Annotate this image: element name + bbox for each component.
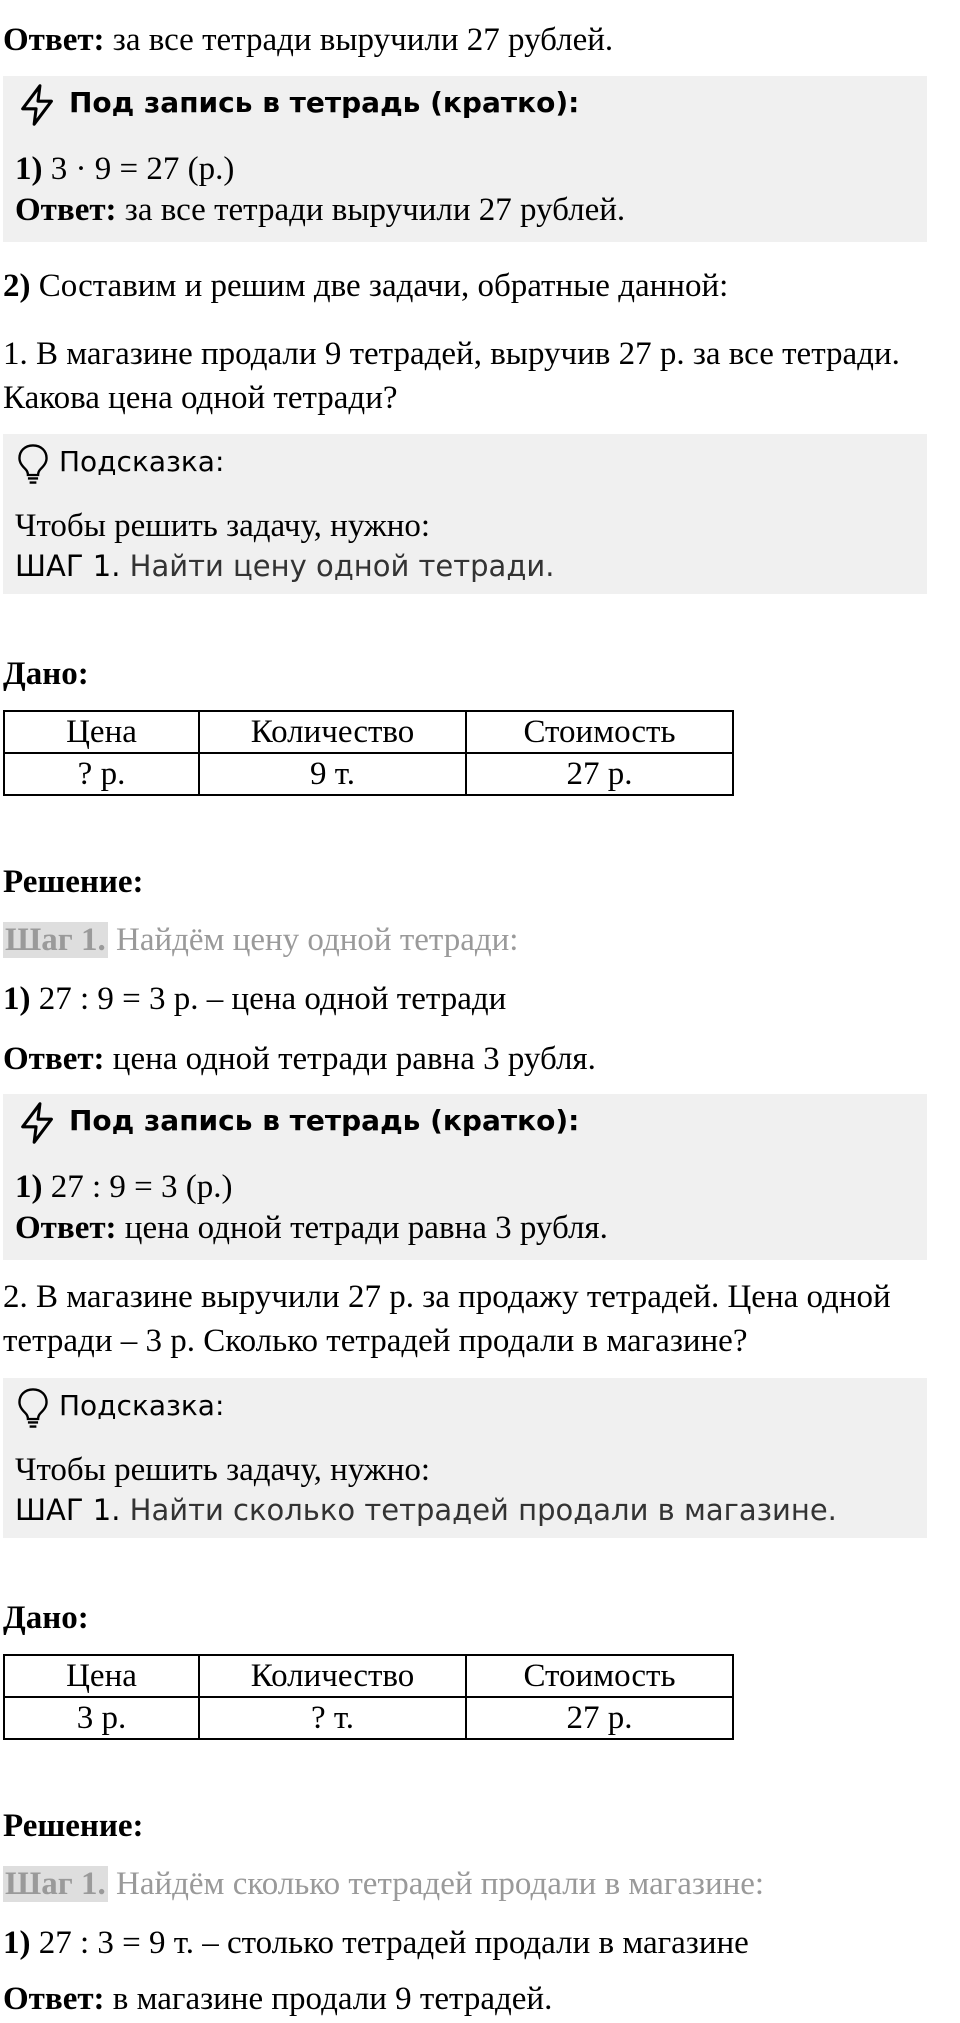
hint-box [3, 1378, 927, 1538]
calculation-number: 1) [3, 981, 31, 1017]
note-line-number: 1) [15, 1169, 43, 1205]
hint-step-label: ШАГ 1. [15, 1493, 121, 1527]
table-cell: ? т. [199, 1697, 466, 1739]
note-answer-label: Ответ: [15, 1210, 117, 1246]
table-header-cell: Цена [4, 711, 199, 753]
note-line-number: 1) [15, 151, 43, 187]
lightbulb-icon [15, 442, 51, 486]
hint-step-text: Найти цену одной тетради. [120, 549, 555, 583]
note-title: Под запись в тетрадь (кратко): [69, 1104, 580, 1137]
note-answer-text: цена одной тетради равна 3 рубля. [116, 1210, 608, 1246]
calculation-text: 27 : 3 = 9 т. – столько тетрадей продали в магазине [30, 1925, 749, 1961]
hint-intro: Чтобы решить задачу, нужно: [15, 1452, 431, 1488]
note-box [3, 76, 927, 242]
solution-step [3, 920, 518, 960]
table-header-cell: Количество [199, 1655, 466, 1697]
answer-text: цена одной тетради равна 3 рубля. [104, 1041, 596, 1077]
table-cell: 3 р. [4, 1697, 199, 1739]
problem-1-line-2: Какова цена одной тетради? [3, 380, 398, 416]
hint-box [3, 434, 927, 594]
solution-label: Решение: [3, 1808, 144, 1844]
step-text: Найдём цену одной тетради: [107, 922, 519, 958]
answer-line [3, 1039, 596, 1079]
section-number: 2) [3, 268, 31, 304]
table-header-row [4, 1655, 733, 1697]
hint-title: Подсказка: [59, 445, 225, 478]
answer-text: в магазине продали 9 тетрадей. [104, 1981, 553, 2017]
hint-step-label: ШАГ 1. [15, 549, 121, 583]
answer-text: за все тетради выручили 27 рублей. [104, 22, 614, 58]
note-line-text: 27 : 9 = 3 (р.) [42, 1169, 233, 1205]
note-box [3, 1094, 927, 1260]
section-text: Составим и решим две задачи, обратные данной: [30, 268, 729, 304]
calculation-line [3, 979, 506, 1019]
note-line-1 [15, 1167, 233, 1207]
answer-label: Ответ: [3, 1981, 105, 2017]
problem-2-line-1: 2. В магазине выручили 27 р. за продажу тетрадей. Цена одной [3, 1279, 891, 1315]
given-label: Дано: [3, 1600, 89, 1636]
table-header-cell: Стоимость [466, 711, 733, 753]
solution-step [3, 1864, 764, 1904]
note-answer-text: за все тетради выручили 27 рублей. [116, 192, 626, 228]
given-table [3, 710, 734, 796]
answer-label: Ответ: [3, 22, 105, 58]
table-cell: ? р. [4, 753, 199, 795]
note-line-2 [15, 190, 625, 230]
calculation-number: 1) [3, 1925, 31, 1961]
table-header-row [4, 711, 733, 753]
hint-title: Подсказка: [59, 1389, 225, 1422]
given-table [3, 1654, 734, 1740]
step-badge: Шаг 1. [5, 1866, 106, 1902]
table-header-cell: Количество [199, 711, 466, 753]
hint-step [15, 1492, 837, 1528]
problem-1-line-1: 1. В магазине продали 9 тетрадей, выручив 27 р. за все тетради. [3, 336, 900, 372]
note-answer-label: Ответ: [15, 192, 117, 228]
problem-2-line-2: тетради – 3 р. Сколько тетрадей продали в магазине? [3, 1323, 748, 1359]
note-title: Под запись в тетрадь (кратко): [69, 86, 580, 119]
hint-step-text: Найти сколько тетрадей продали в магазине. [120, 1493, 837, 1527]
given-label: Дано: [3, 656, 89, 692]
hint-intro: Чтобы решить задачу, нужно: [15, 508, 431, 544]
calculation-line [3, 1923, 749, 1963]
table-cell: 27 р. [466, 1697, 733, 1739]
table-header-cell: Цена [4, 1655, 199, 1697]
answer-label: Ответ: [3, 1041, 105, 1077]
section-heading [3, 266, 728, 306]
note-line-text: 3 · 9 = 27 (р.) [42, 151, 235, 187]
solution-label: Решение: [3, 864, 144, 900]
lightning-icon [15, 1100, 61, 1146]
calculation-text: 27 : 9 = 3 р. – цена одной тетради [30, 981, 507, 1017]
table-cell: 9 т. [199, 753, 466, 795]
lightning-icon [15, 82, 61, 128]
step-badge: Шаг 1. [5, 922, 106, 958]
lightbulb-icon [15, 1386, 51, 1430]
table-row [4, 1697, 733, 1739]
note-line-2 [15, 1208, 608, 1248]
answer-line [3, 20, 613, 60]
table-header-cell: Стоимость [466, 1655, 733, 1697]
table-cell: 27 р. [466, 753, 733, 795]
step-text: Найдём сколько тетрадей продали в магазине: [107, 1866, 765, 1902]
table-row [4, 753, 733, 795]
hint-step [15, 548, 554, 584]
answer-line [3, 1979, 552, 2019]
note-line-1 [15, 149, 234, 189]
